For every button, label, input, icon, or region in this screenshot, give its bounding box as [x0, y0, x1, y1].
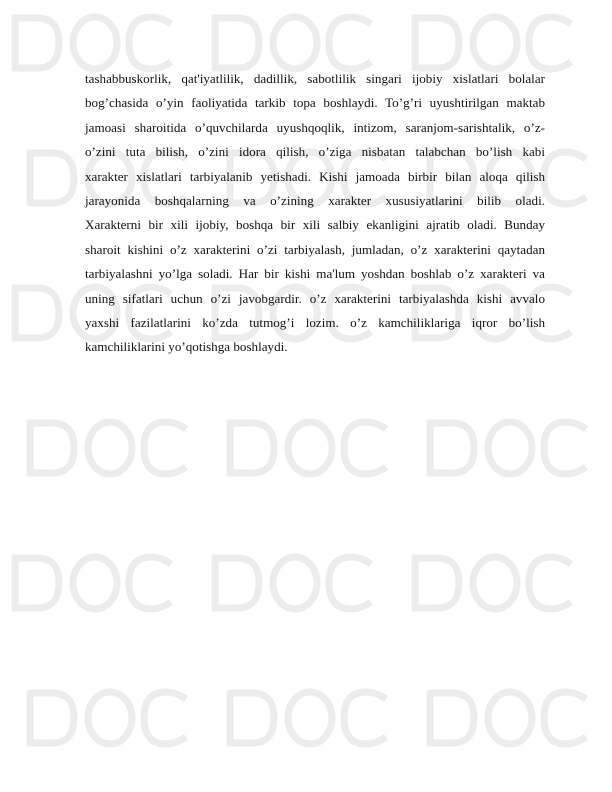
paragraph-line: tashabbuskorlik, qat'iyatlilik, dadillik, sabotlilik singari ijobiy xislatlari bolalar	[85, 71, 545, 86]
watermark-mark	[415, 557, 571, 609]
watermark-mark	[415, 17, 571, 69]
paragraph-line: kamchiliklarini yo’qotishga boshlaydi.	[85, 339, 288, 355]
paragraph-line: Xarakterni bir xili ijobiy, boshqa bir xili salbiy ekanligini ajratib oladi. Bunday	[85, 217, 545, 233]
watermark-mark	[215, 17, 371, 69]
watermark-mark	[215, 557, 371, 609]
paragraph-line: sharoit kishini o’z xarakterini o’zi tarbiyalash, jumladan, o’z xarakterini qaytadan	[85, 241, 545, 257]
page-body	[85, 67, 545, 360]
paragraph-line: o’zini tuta bilish, o’zini idora qilish, o’ziga nisbatan talabchan bo’lish kabi	[85, 144, 545, 160]
body-paragraph	[85, 67, 545, 360]
paragraph-line: jamoasi sharoitida o’quvchilarda uyushqoqlik, intizom, saranjom-sarishtalik, o’z-	[85, 119, 545, 135]
paragraph-line: uning sifatlari uchun o’zi javobgardir. o’z xarakterini tarbiyalashda kishi avvalo	[85, 290, 545, 306]
paragraph-line: xarakter xislatlari tarbiyalanib yetishadi. Kishi jamoada birbir bilan aloqa qilish	[85, 168, 545, 184]
watermark-mark	[30, 422, 186, 474]
paragraph-line: jarayonida boshqalarning va o’zining xarakter xususiyatlarini bilib oladi.	[85, 192, 545, 208]
paragraph-line: tarbiyalashni yo’lga soladi. Har bir kishi ma'lum yoshdan boshlab o’z xarakteri va	[85, 266, 545, 282]
watermark-mark	[430, 422, 586, 474]
watermark-mark	[15, 17, 171, 69]
watermark-mark	[30, 692, 186, 744]
watermark-mark	[230, 422, 386, 474]
watermark-mark	[430, 692, 586, 744]
watermark-mark	[230, 692, 386, 744]
paragraph-line: bog’chasida o’yin faoliyatida tarkib topa boshlaydi. To’g’ri uyushtirilgan maktab	[85, 95, 545, 111]
paragraph-line: yaxshi fazilatlarini ko’zda tutmog’i lozim. o’z kamchiliklariga iqror bo’lish	[85, 314, 545, 330]
watermark-mark	[15, 557, 171, 609]
